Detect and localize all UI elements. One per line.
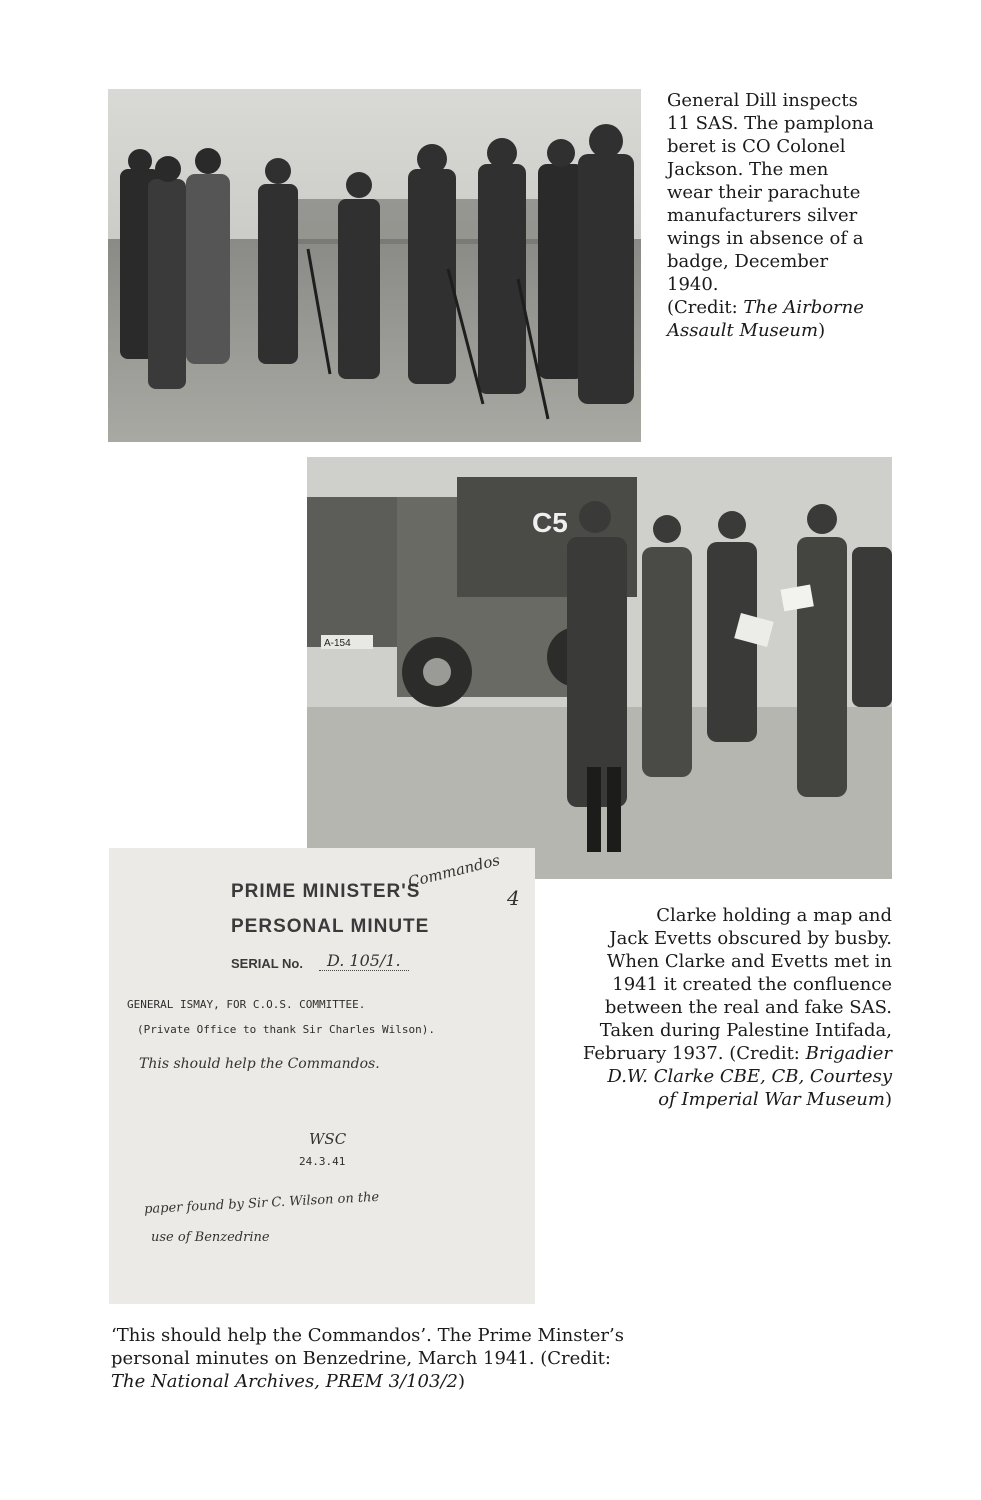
pm-initials: WSC: [309, 1130, 347, 1148]
minute-document: [109, 848, 535, 1304]
caption-line: 1941 it created the confluence: [612, 974, 892, 995]
caption-credit: [667, 319, 877, 342]
photo-general-dill-inspection: [108, 89, 641, 442]
credit-suffix: ): [457, 1371, 465, 1392]
credit-suffix: ): [818, 320, 826, 341]
handwritten-annotation-line2: use of Benzedrine: [151, 1230, 270, 1245]
handwritten-annotation-line1: paper found by Sir C. Wilson on the: [143, 1189, 380, 1218]
credit-suffix: ): [884, 1089, 892, 1110]
caption-credit: [111, 1370, 651, 1393]
caption-line: When Clarke and Evetts met in: [606, 951, 892, 972]
photo-clarke-holding-map: [307, 457, 892, 879]
credit-source: Assault Museum: [667, 320, 819, 341]
caption-line: Taken during Palestine Intifada,: [599, 1020, 892, 1041]
caption-line: between the real and fake SAS.: [604, 997, 892, 1018]
caption-line: Clarke holding a map and: [656, 905, 892, 926]
credit-prefix: (Credit:: [667, 297, 744, 318]
caption-line: manufacturers silver: [667, 205, 858, 226]
credit-source: The Airborne: [743, 297, 864, 318]
caption-line: badge, December 1940.: [667, 251, 829, 295]
credit-source: D.W. Clarke CBE, CB, Courtesy: [607, 1066, 892, 1087]
caption-line: General Dill inspects: [667, 90, 858, 111]
credit-source: The National Archives, PREM 3/103/2: [111, 1371, 458, 1392]
caption-general-dill: [667, 89, 877, 342]
typed-addressee: GENERAL ISMAY, FOR C.O.S. COMMITTEE.: [127, 998, 366, 1011]
credit-source: Brigadier: [805, 1043, 892, 1064]
caption-line: beret is CO Colonel: [667, 136, 846, 157]
corner-note: Commandos: [406, 850, 502, 892]
caption-clarke: [570, 904, 892, 1111]
caption-line: wear their parachute: [667, 182, 861, 203]
caption-credit: [570, 1065, 892, 1088]
caption-credit: [570, 1042, 892, 1065]
serial-value: D. 105/1.: [319, 951, 409, 971]
caption-line: ‘This should help the Commandos’. The Prime Minster’s: [111, 1325, 624, 1346]
corner-number: 4: [507, 886, 520, 910]
inspection-photo-image: [108, 89, 641, 442]
stamp-title-line1: PRIME MINISTER'S: [231, 881, 421, 902]
credit-source: of Imperial War Museum: [658, 1089, 885, 1110]
caption-prime-minister-minute: [111, 1324, 651, 1393]
stamp-title-line2: PERSONAL MINUTE: [231, 916, 430, 937]
credit-prefix: February 1937. (Credit:: [582, 1043, 806, 1064]
caption-line: Jackson. The men: [667, 159, 829, 180]
caption-credit: [570, 1088, 892, 1111]
clarke-photo-image: [307, 457, 892, 879]
serial-label: SERIAL No.: [231, 956, 303, 971]
caption-line: Jack Evetts obscured by busby.: [609, 928, 892, 949]
minute-date: 24.3.41: [299, 1155, 346, 1168]
truck-label: C5: [532, 507, 568, 538]
number-plate: A-154: [324, 638, 351, 649]
typed-instruction: (Private Office to thank Sir Charles Wilson).: [137, 1023, 436, 1036]
caption-credit: [667, 296, 877, 319]
handwritten-note: This should help the Commandos.: [139, 1056, 380, 1072]
caption-line: wings in absence of a: [667, 228, 864, 249]
caption-line: personal minutes on Benzedrine, March 1941. (Credit:: [111, 1348, 611, 1369]
photo-prime-minister-minute: [109, 848, 535, 1304]
caption-line: 11 SAS. The pamplona: [667, 113, 874, 134]
